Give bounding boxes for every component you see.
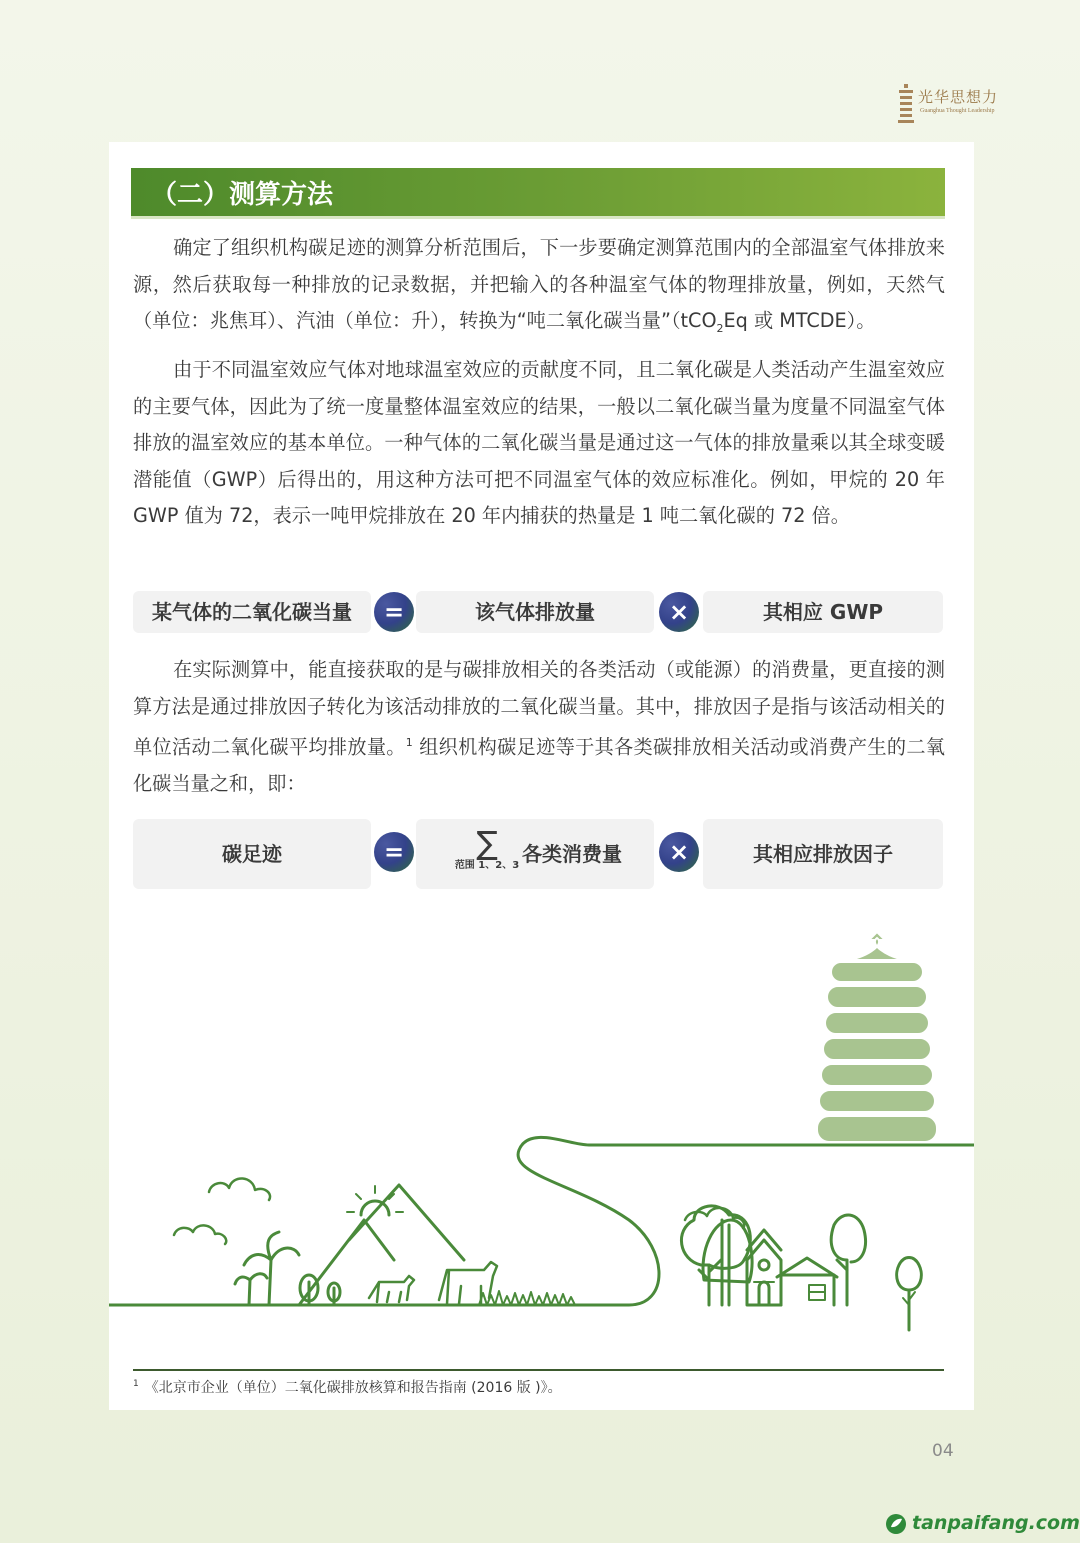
formula1-term3: 其相应 GWP [703,591,943,633]
page-number: 04 [932,1441,954,1461]
logo-text: 光华思想力 [918,88,999,106]
paragraph-3 [133,652,945,803]
paragraph-1-text: 确定了组织机构碳足迹的测算分析范围后，下一步要确定测算范围内的全部温室气体排放来源，然后获取每一种排放的记录数据，并把输入的各种温室气体的物理排放量，例如，天然气（单位：兆焦耳）、汽油（单位：升），转换为“吨二氧化碳当量”（tCO [133,236,945,333]
formula2-term3: 其相应排放因子 [703,819,943,889]
summation [452,824,522,873]
footnote-divider [133,1369,944,1371]
sigma-icon: ∑ [476,824,498,862]
paragraph-3-end: 组织机构碳足迹等于其各类碳排放相关活动或消费产生的二氧化碳当量之和，即： [133,735,945,796]
formula1-term2: 该气体排放量 [416,591,654,633]
footnote-text: 《北京市企业（单位）二氧化碳排放核算和报告指南 (2016 版 )》。 [144,1380,562,1396]
section-heading-bar [131,168,945,219]
landscape-illustration [109,920,974,1350]
watermark-text: tanpaifang.com [912,1512,1080,1534]
pagoda-logo-icon [896,82,916,126]
paragraph-2 [133,352,945,535]
footnote-reference: 1 [405,736,413,750]
multiply-icon: × [659,592,699,632]
formula2-term2-box [416,819,654,889]
section-title: （二）测算方法 [151,180,334,210]
sigma-subscript: 范围 1、2、3 [454,860,520,871]
paragraph-3-text: 在实际测算中，能直接获取的是与碳排放相关的各类活动（或能源）的消费量，更直接的测算方法是通过排放因子转化为该活动排放的二氧化碳当量。其中，排放因子是指与该活动相关的单位活动二氧化碳平均排放量。 [133,658,945,759]
paragraph-2-text: 由于不同温室效应气体对地球温室效应的贡献度不同，且二氧化碳是人类活动产生温室效应的主要气体，因此为了统一度量整体温室效应的结果，一般以二氧化碳当量为度量不同温室气体排放的温室效应的基本单位。一种气体的二氧化碳当量是通过这一气体的排放量乘以其全球变暖潜能值（GWP）后得出的，用这种方法可把不同温室气体的效应标准化。例如，甲烷的 20 年 GWP 值为 72，表示一吨甲烷排放在 20 年内捕获的热量是 1 吨二氧化碳的 72 倍。 [133,358,945,528]
logo-subtitle: Guanghua Thought Leadership [920,108,995,114]
footnote-marker: 1 [133,1379,139,1390]
multiply-icon: × [659,832,699,872]
publisher-logo [896,80,1006,128]
footnote [133,1377,562,1397]
formula2-term2: 各类消费量 [522,842,622,866]
formula1-term1: 某气体的二氧化碳当量 [133,591,371,633]
co2-subscript: 2 [716,322,724,336]
formula2-term1: 碳足迹 [133,819,371,889]
paragraph-1 [133,230,945,348]
equals-icon: = [374,832,414,872]
paragraph-1-end: Eq 或 MTCDE）。 [723,309,876,333]
equals-icon: = [374,592,414,632]
leaf-logo-icon [884,1512,908,1536]
